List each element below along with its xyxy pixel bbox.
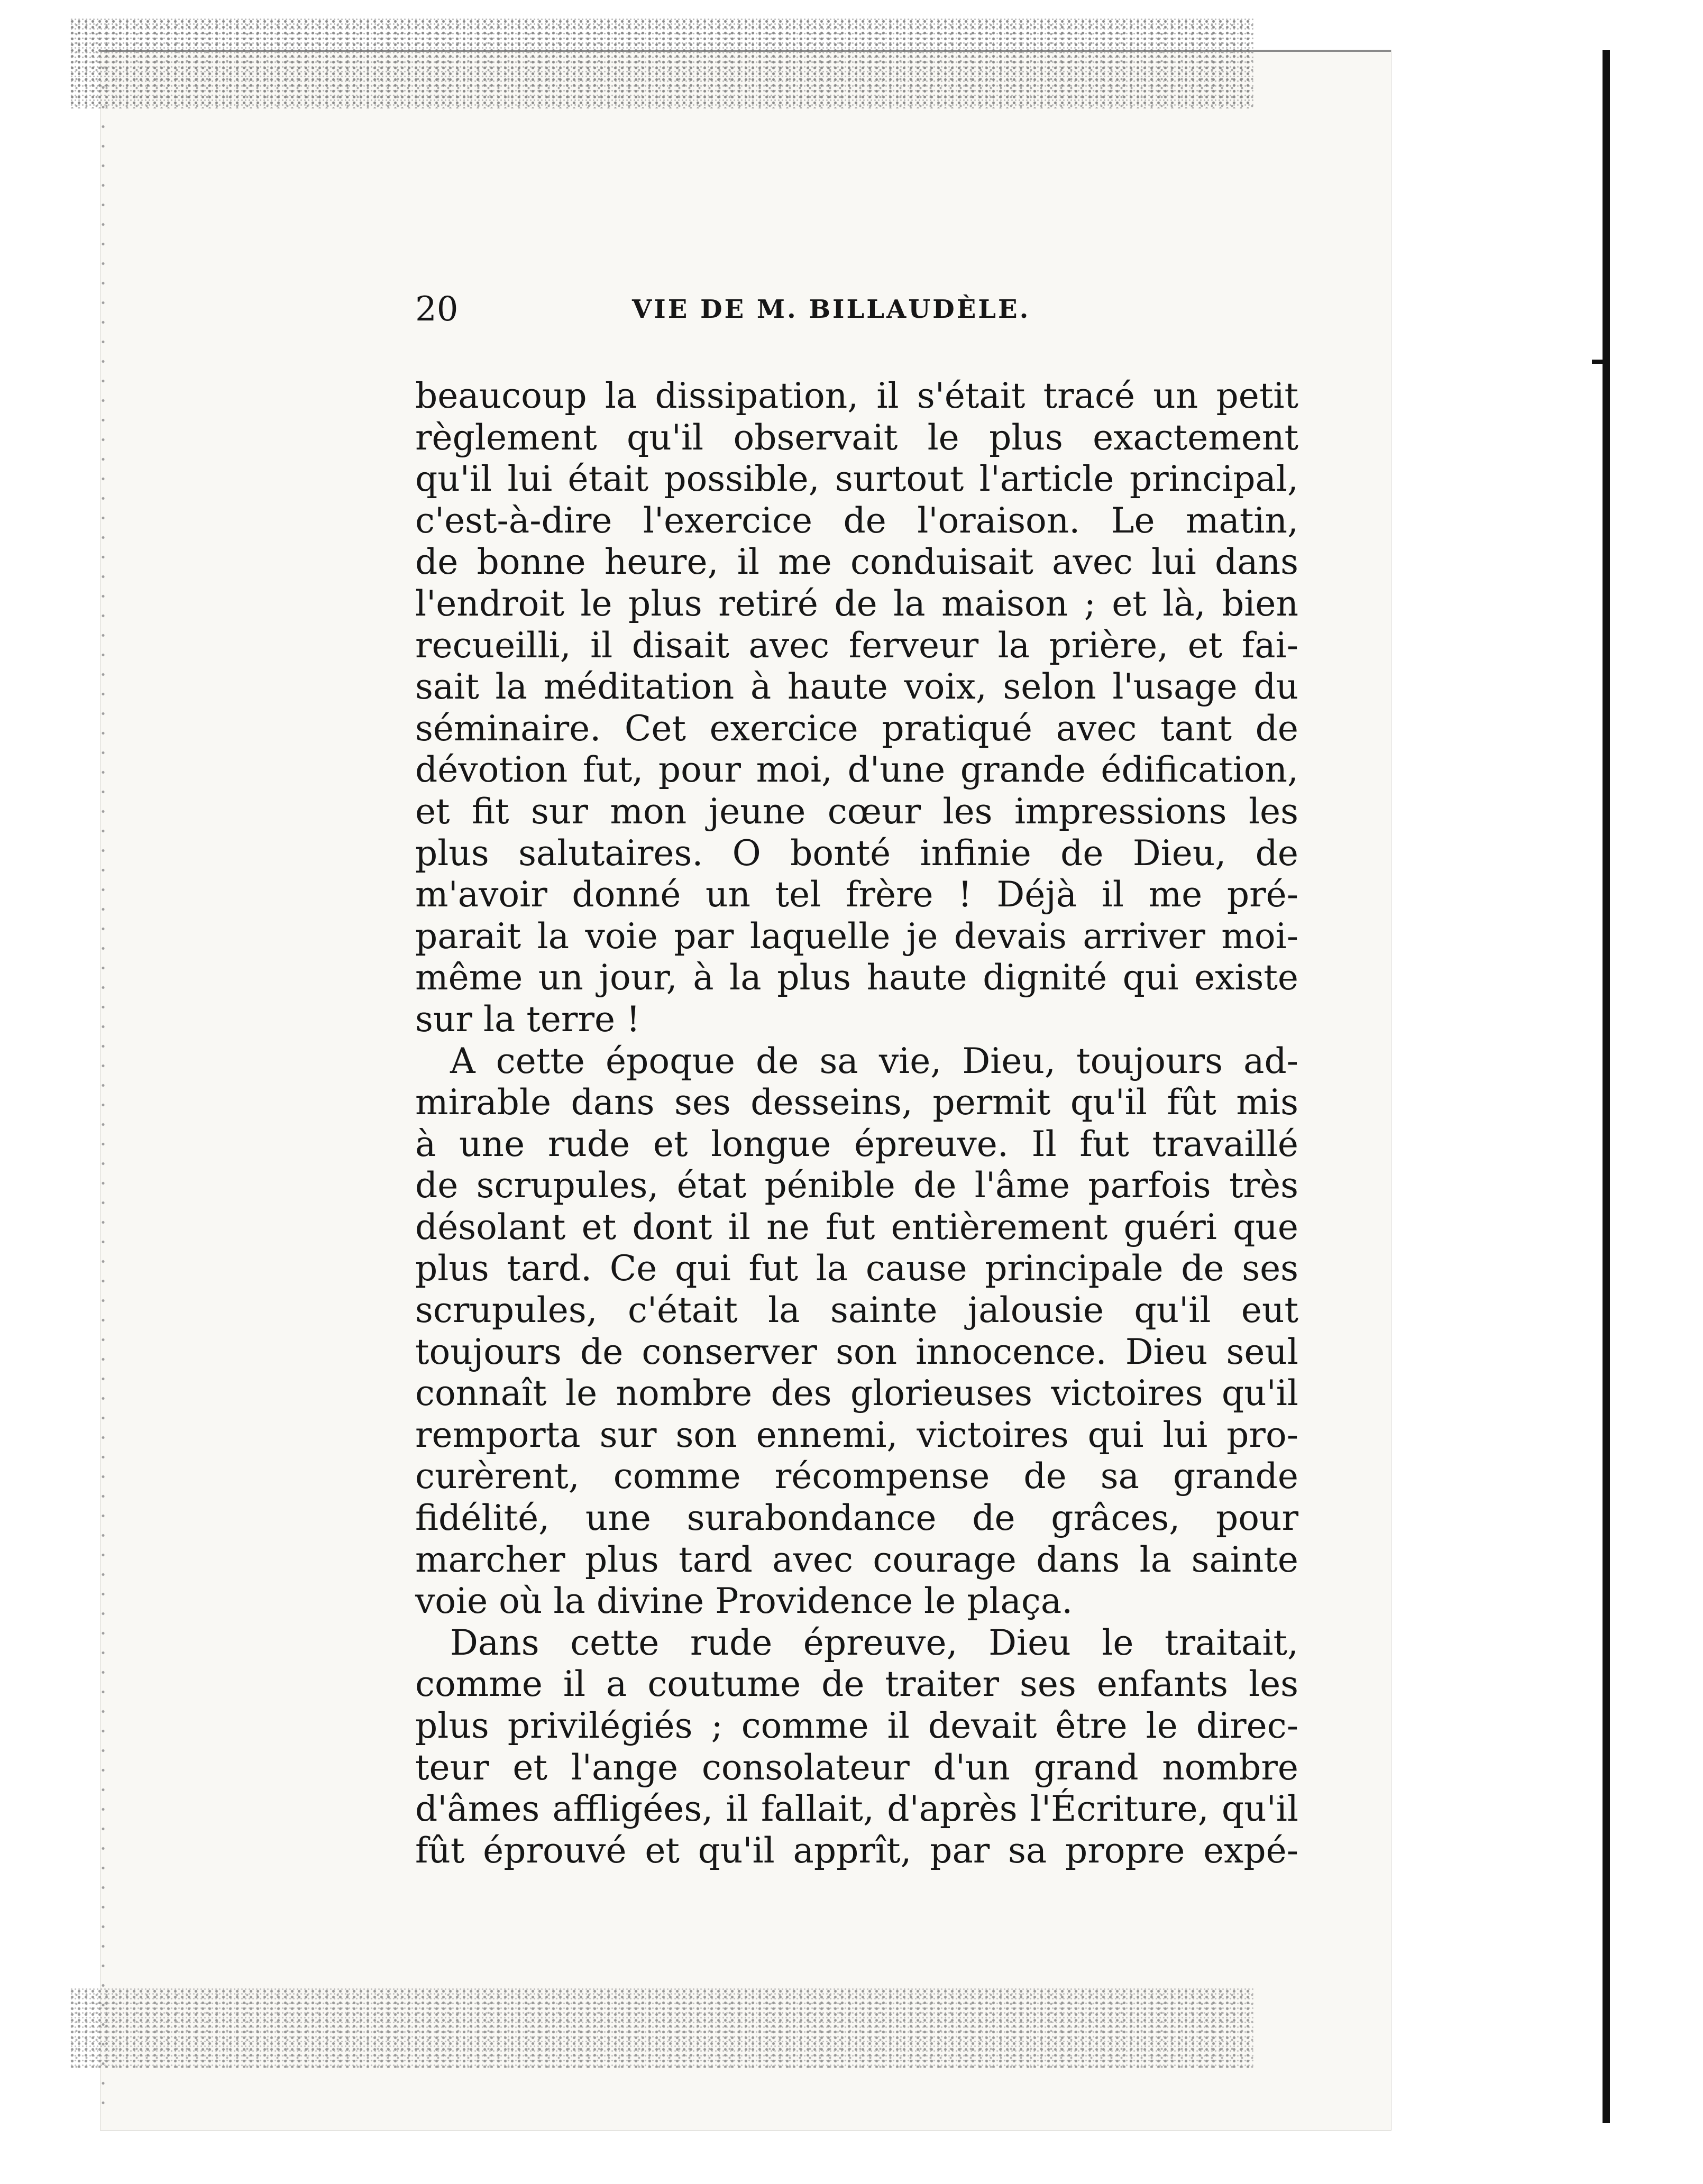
text-line: scrupules, c'était la sainte jalousie qu'il eut [415, 1290, 1298, 1331]
text-line: voie où la divine Providence le plaça. [415, 1581, 1073, 1622]
text-line: plus privilégiés ; comme il devait être le direc- [415, 1705, 1298, 1746]
gutter-rule-tick [1592, 360, 1610, 364]
text-line: fût éprouvé et qu'il apprît, par sa propre expé- [415, 1830, 1298, 1871]
text-line: m'avoir donné un tel frère ! Déjà il me pré- [415, 874, 1298, 915]
text-line: recueilli, il disait avec ferveur la prière, et fai- [415, 625, 1298, 666]
scan-noise-bottom [69, 1988, 1253, 2068]
text-line: plus salutaires. O bonté infinie de Dieu, de [415, 832, 1298, 874]
text-line: A cette époque de sa vie, Dieu, toujours ad- [450, 1040, 1298, 1081]
scan-noise-top [69, 19, 1253, 108]
text-line: plus tard. Ce qui fut la cause principale de ses [415, 1248, 1298, 1289]
text-line: c'est-à-dire l'exercice de l'oraison. Le matin, [415, 500, 1298, 541]
text-line: à une rude et longue épreuve. Il fut travaillé [415, 1123, 1298, 1164]
page-number: 20 [415, 290, 459, 329]
running-head [415, 286, 1097, 333]
text-line: règlement qu'il observait le plus exactement [415, 417, 1298, 458]
text-line: remporta sur son ennemi, victoires qui lui pro- [415, 1414, 1298, 1455]
text-line: teur et l'ange consolateur d'un grand nombre [415, 1747, 1298, 1788]
text-line: désolant et dont il ne fut entièrement guéri que [415, 1206, 1298, 1247]
text-line: de bonne heure, il me conduisait avec lui dans [415, 542, 1298, 583]
text-line: sur la terre ! [415, 998, 640, 1040]
running-title: VIE DE M. BILLAUDÈLE. [632, 295, 1031, 324]
paragraph [415, 375, 1298, 1041]
text-line: dévotion fut, pour moi, d'une grande édification, [415, 749, 1298, 791]
text-line: de scrupules, état pénible de l'âme parfois très [415, 1165, 1298, 1206]
text-line: toujours de conserver son innocence. Dieu seul [415, 1331, 1298, 1372]
paragraph [415, 1041, 1298, 1622]
text-line: et fit sur mon jeune cœur les impressions les [415, 791, 1298, 832]
text-line: fidélité, une surabondance de grâces, pour [415, 1498, 1298, 1539]
binding-edge-marks [100, 58, 106, 2121]
text-line: marcher plus tard avec courage dans la sainte [415, 1539, 1298, 1580]
text-line: curèrent, comme récompense de sa grande [415, 1456, 1298, 1497]
text-line: qu'il lui était possible, surtout l'article principal, [415, 458, 1298, 500]
text-line: mirable dans ses desseins, permit qu'il fût mis [415, 1082, 1298, 1123]
text-line: beaucoup la dissipation, il s'était tracé un petit [415, 375, 1298, 416]
paragraph [415, 1622, 1298, 1872]
text-line: l'endroit le plus retiré de la maison ; et là, bien [415, 583, 1298, 624]
body-text [415, 375, 1298, 1871]
text-line: sait la méditation à haute voix, selon l'usage du [415, 666, 1298, 708]
text-line: comme il a coutume de traiter ses enfants les [415, 1664, 1298, 1705]
text-line: connaît le nombre des glorieuses victoires qu'il [415, 1373, 1298, 1414]
text-line: même un jour, à la plus haute dignité qui existe [415, 957, 1298, 998]
text-line: séminaire. Cet exercice pratiqué avec tant de [415, 708, 1298, 749]
text-line: Dans cette rude épreuve, Dieu le traitait, [450, 1622, 1298, 1663]
text-line: parait la voie par laquelle je devais arriver moi- [415, 915, 1298, 957]
text-line: d'âmes affligées, il fallait, d'après l'Écriture, qu'il [415, 1788, 1298, 1830]
